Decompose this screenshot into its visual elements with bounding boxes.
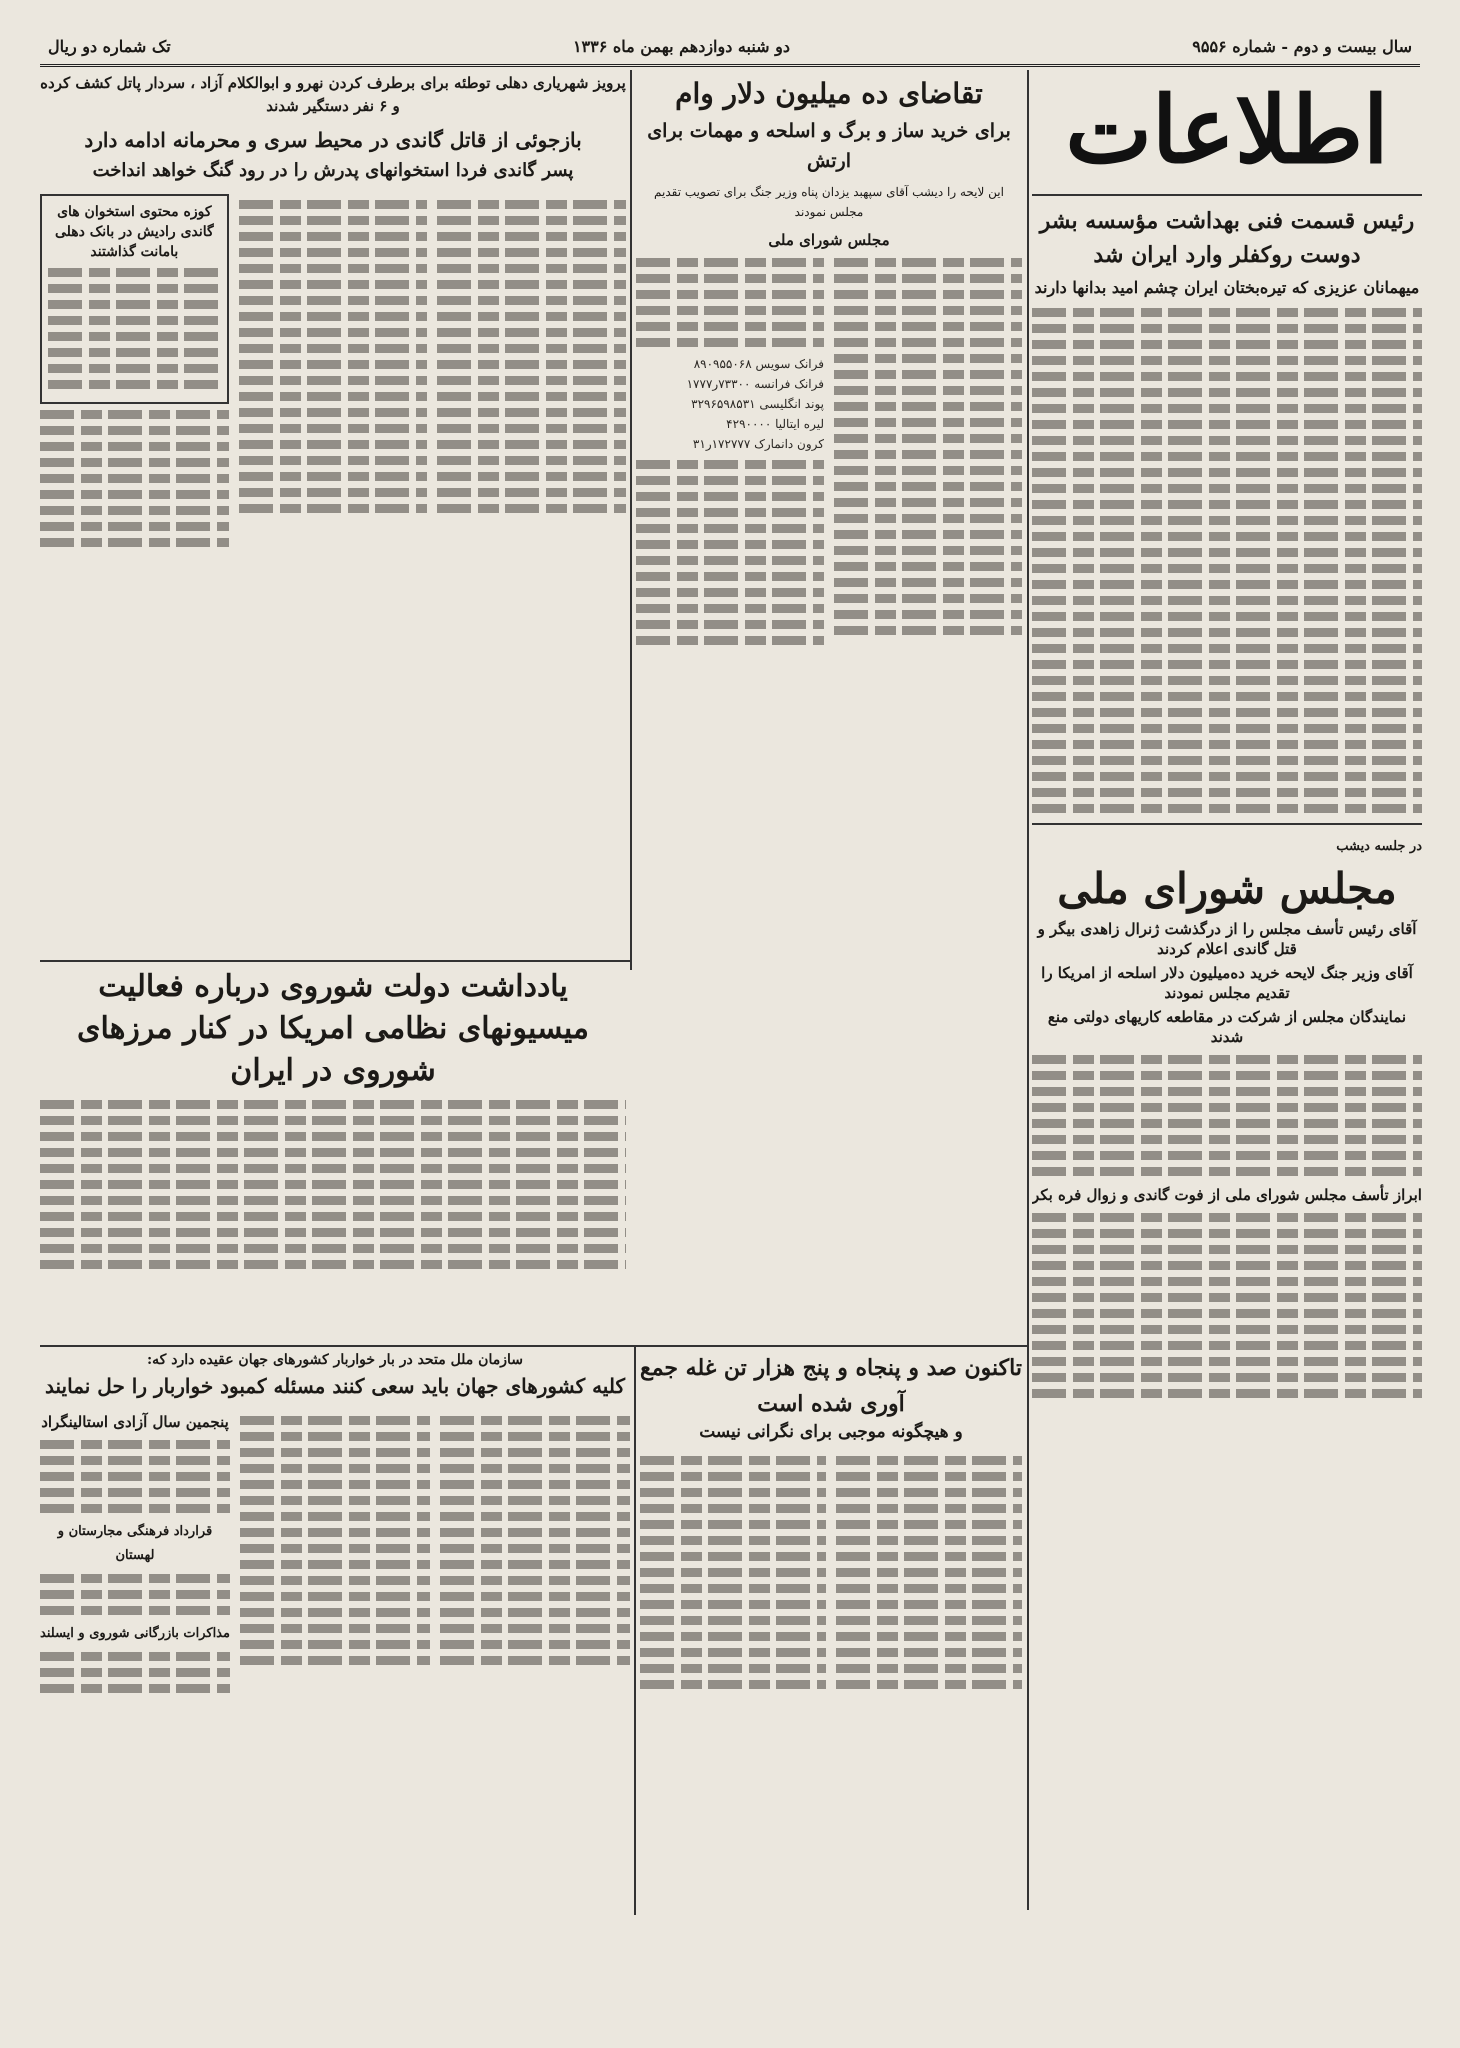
ashes-body [48, 268, 221, 389]
loan-subhead: برای خرید ساز و برگ و اسلحه و مهمات برای ارتش [647, 120, 1011, 172]
loan-columns [636, 252, 1022, 652]
soviet-note [40, 966, 626, 1341]
gandhi-columns [40, 194, 626, 554]
majlis-sub-1: آقای رئیس تأسف مجلس را از درگذشت ژنرال زاهدی بیگر و قتل گاندی اعلام کردند [1037, 920, 1417, 958]
rockefeller-subhead: میهمانان عزیزی که تیره‌بختان ایران چشم امید بدانها دارند [1034, 278, 1420, 297]
soviet-body [40, 1100, 626, 1269]
trade-talks-body [40, 1652, 230, 1693]
currency-row: فرانک سویس ۸۹۰۹۵۵۰۶۸ [693, 357, 824, 371]
un-headline: کلیه کشورهای جهان باید سعی کنند مسئله کمبود خواربار را حل نمایند [45, 1374, 625, 1398]
dateline-bar [40, 28, 1420, 67]
rule-center [630, 70, 632, 970]
stalingrad-col [40, 1410, 230, 1700]
gandhi-subheadline: پسر گاندی فردا استخوانهای پدرش را در رود گنگ خواهد انداخت [92, 160, 574, 181]
culture-pact-body [40, 1574, 230, 1615]
trade-talks-title: مذاکرات بازرگانی شوروی و ایسلند [40, 1626, 230, 1641]
masthead-rule [1032, 194, 1422, 196]
currency-row: فرانک فرانسه ۷۳۳۰۰ر۱۷۷۷ [686, 377, 824, 391]
stalingrad-body [40, 1440, 230, 1513]
currency-row: کرون دانمارک ۱۷۲۷۷۷ر۳۱ [692, 437, 824, 451]
plot-headline: پرویز شهریاری دهلی توطئه برای برطرف کردن نهرو و ابوالکلام آزاد ، سردار پاتل کشف کرده و ۶ نفر دستگیر شدند [40, 74, 626, 115]
rule-mid [40, 960, 630, 962]
grain-body-b [640, 1450, 826, 1696]
loan-body-a [834, 252, 1022, 652]
grain-subhead: و هیچگونه موجبی برای نگرانی نیست [699, 1422, 963, 1442]
gandhi-body-b [239, 194, 428, 554]
rule-right [1027, 70, 1029, 1910]
currency-row: پوند انگلیسی ۳۲۹۶۵۹۸۵۳۱ [691, 397, 824, 411]
majlis-body [1032, 1055, 1422, 1176]
currency-table [636, 354, 824, 454]
loan-body-b [636, 252, 824, 652]
un-article [40, 1350, 630, 1910]
left-column [40, 72, 626, 957]
currency-row: لیره ایتالیا ۴۲۹۰۰۰۰ [726, 417, 824, 431]
gandhi-col-c [40, 194, 229, 554]
culture-pact-title: قرارداد فرهنگی مجارستان و لهستان [57, 1524, 213, 1563]
grain-body-a [836, 1450, 1022, 1696]
un-columns [40, 1410, 630, 1700]
loan-headline: تقاضای ده میلیون دلار وام [675, 77, 983, 110]
majlis-body-2 [1032, 1213, 1422, 1398]
loan-section: مجلس شورای ملی [768, 231, 890, 249]
loan-lead: این لایحه را دیشب آقای سپهبد یزدان پناه وزیر جنگ برای تصویب تقدیم مجلس نمودند [654, 185, 1004, 219]
rule-bottom-2 [634, 1345, 636, 1915]
grain-article [640, 1350, 1022, 1910]
majlis-rule [1032, 823, 1422, 825]
stalingrad-title: پنجمین سال آزادی استالینگراد [41, 1413, 229, 1431]
right-column [1032, 70, 1422, 1920]
gandhi-headline: بازجوئی از قاتل گاندی در محیط سری و محرمانه ادامه دارد [84, 128, 582, 152]
ashes-title: کوزه محتوی استخوان های گاندی رادیش در بانک دهلی بامانت گذاشتند [54, 204, 214, 260]
rockefeller-body [1032, 308, 1422, 813]
majlis-sub-3: نمایندگان مجلس از شرکت در مقاطعه کاریهای دولتی منع شدند [1047, 1008, 1407, 1046]
rockefeller-headline: رئیس قسمت فنی بهداشت مؤسسه بشر دوست روکفلر وارد ایران شد [1039, 208, 1415, 268]
gandhi-body-c [40, 410, 229, 547]
issue-date: دو شنبه دوازدهم بهمن ماه ۱۳۳۶ [572, 36, 790, 56]
ashes-box [40, 194, 229, 404]
grain-headline: تاکنون صد و پنجاه و پنج هزار تن غله جمع آوری شده است [640, 1355, 1022, 1417]
grain-columns [640, 1450, 1022, 1696]
majlis-sub-2: آقای وزیر جنگ لایحه خرید ده‌میلیون دلار اسلحه از امریکا را تقدیم مجلس نمودند [1041, 964, 1413, 1002]
majlis-section: ابراز تأسف مجلس شورای ملی از فوت گاندی و زوال فره بکر [1032, 1186, 1422, 1204]
issue-price: تک شماره دو ریال [48, 36, 171, 56]
masthead: اطلاعات [1065, 76, 1389, 184]
issue-number: سال بیست و دوم - شماره ۹۵۵۶ [1192, 36, 1412, 56]
soviet-headline: یادداشت دولت شوروی درباره فعالیت میسیونهای نظامی امریکا در کنار مرزهای شوروی در ایران [76, 969, 589, 1088]
un-kicker: سازمان ملل متحد در بار خواربار کشورهای جهان عقیده دارد که: [147, 1352, 523, 1368]
center-column [636, 72, 1022, 1342]
majlis-label: در جلسه دیشب [1336, 839, 1422, 854]
rule-bottom [40, 1345, 1027, 1347]
un-body-b [240, 1410, 430, 1700]
un-body-a [440, 1410, 630, 1700]
gandhi-body-a [437, 194, 626, 554]
majlis-headline: مجلس شورای ملی [1057, 864, 1397, 913]
